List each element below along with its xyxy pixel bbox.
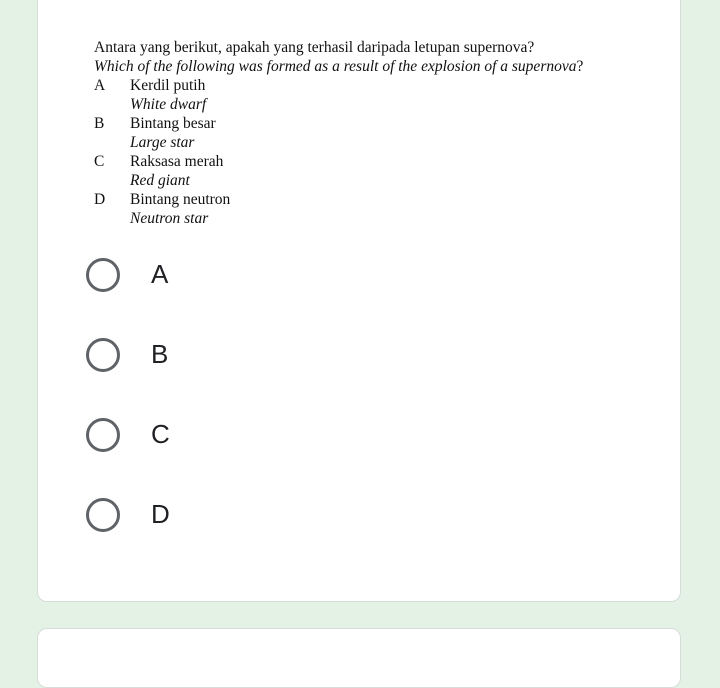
option-english: White dwarf: [130, 96, 207, 113]
radio-unchecked-icon[interactable]: [86, 258, 120, 292]
choice-label: C: [151, 418, 170, 449]
option-english: Neutron star: [130, 210, 209, 227]
choice-label: A: [151, 258, 169, 289]
question-text: [94, 38, 684, 228]
option-b: [94, 114, 684, 152]
question-english-end: ?: [576, 58, 584, 75]
option-english: Large star: [130, 134, 195, 151]
choice-d[interactable]: [86, 494, 170, 534]
choice-label: B: [151, 338, 169, 369]
option-letter: D: [94, 191, 106, 208]
question-english-main: Which of the following was formed as a result of the explosion of a supernova: [94, 58, 577, 75]
option-c: [94, 152, 684, 190]
option-malay: Bintang neutron: [130, 191, 231, 208]
radio-unchecked-icon[interactable]: [86, 418, 120, 452]
choice-c[interactable]: [86, 414, 170, 454]
option-malay: Raksasa merah: [130, 153, 224, 170]
option-letter: C: [94, 153, 105, 170]
option-d: [94, 190, 684, 228]
option-malay: Bintang besar: [130, 115, 216, 132]
option-letter: B: [94, 115, 105, 132]
option-a: [94, 76, 684, 114]
radio-unchecked-icon[interactable]: [86, 338, 120, 372]
next-question-card: [37, 628, 681, 688]
choice-a[interactable]: [86, 254, 168, 294]
question-english: [94, 57, 684, 76]
choice-label: D: [151, 498, 170, 529]
option-malay: Kerdil putih: [130, 77, 206, 94]
question-malay: Antara yang berikut, apakah yang terhasil daripada letupan supernova?: [94, 39, 535, 56]
radio-unchecked-icon[interactable]: [86, 498, 120, 532]
option-letter: A: [94, 77, 106, 94]
option-english: Red giant: [130, 172, 190, 189]
choice-b[interactable]: [86, 334, 168, 374]
